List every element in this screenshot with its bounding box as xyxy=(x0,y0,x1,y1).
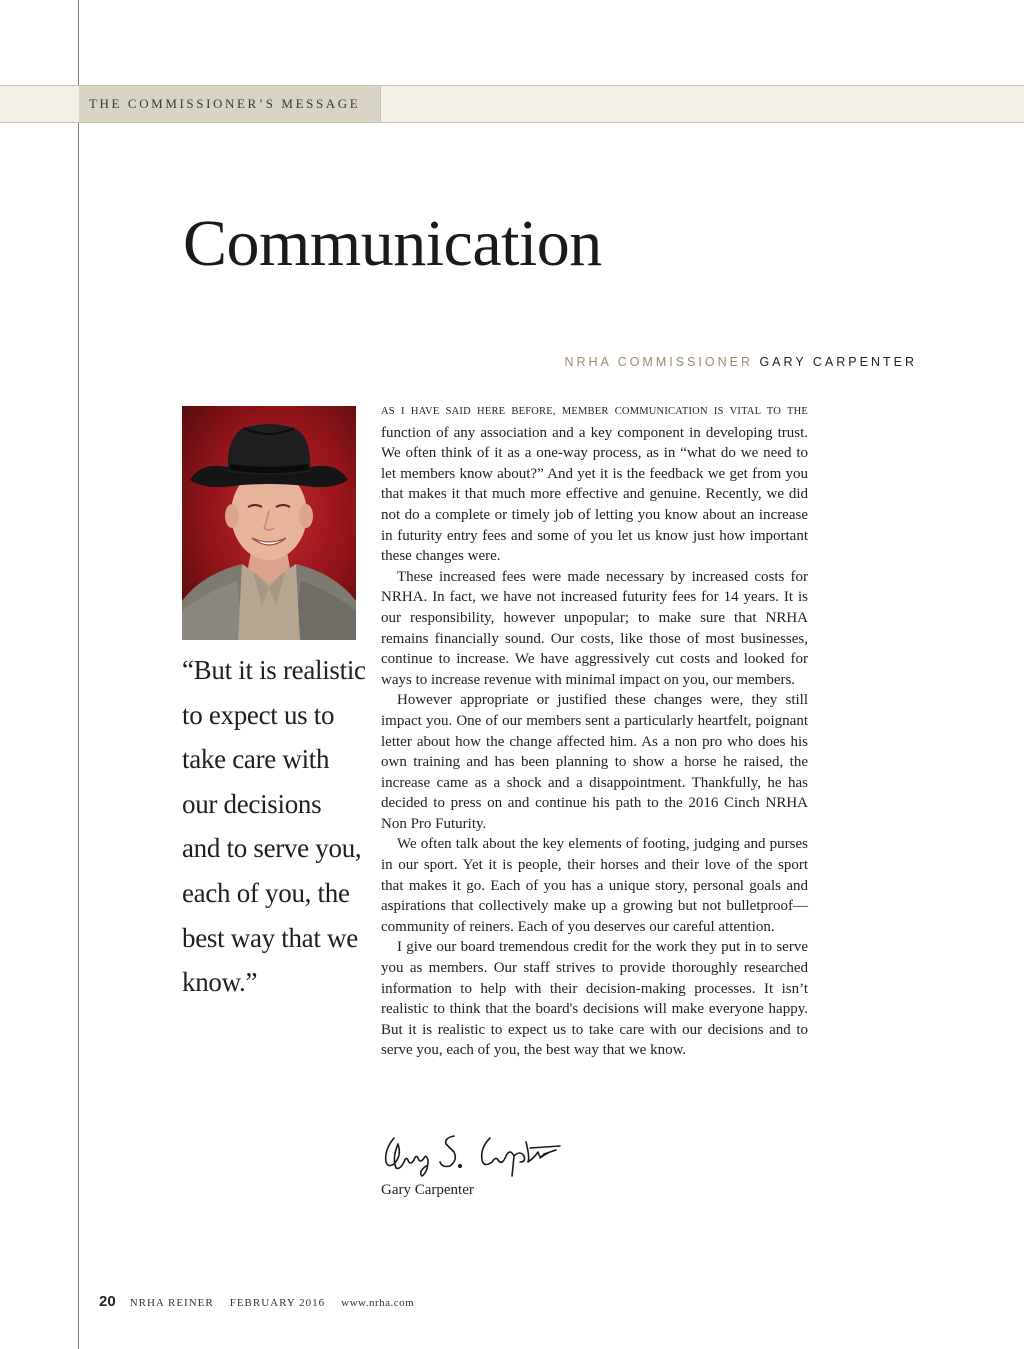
article-paragraph: However appropriate or justified these changes were, they still impact you. One of our members sent a particularly heartfelt, poignant letter about how the change affected him. As a non pro who does his own training and has been planning to show a horse he raised, the increase came as a shock and a disappointment. Thankfully, he has decided to press on and continue his path to the 2016 Cinch NRHA Non Pro Futurity. xyxy=(381,692,808,832)
pull-quote-line: and to serve you, xyxy=(182,833,362,864)
pull-quote-line: to expect us to xyxy=(182,699,335,730)
section-label: THE COMMISSIONER’S MESSAGE xyxy=(89,96,361,111)
author-photo xyxy=(182,406,356,640)
signature-name: Gary Carpenter xyxy=(381,1182,474,1198)
article-body xyxy=(381,400,808,1061)
pull-quote-line: “But it is realistic xyxy=(182,655,366,685)
byline-role: NRHA COMMISSIONER xyxy=(564,355,753,369)
pull-quote-line: each of you, the xyxy=(182,877,350,908)
article-paragraph-text: function of any association and a key component in developing trust. We often think of it as a one-way process, as in “what do we need to let members know about?” And yet it is the feedback we get from you that makes it that much more effective and genuine. Recently, we did not do a complete or timely job of letting you know about an increase in futurity entry fees and some of you let us know just how important these changes were. xyxy=(381,424,808,565)
article-paragraph: We often talk about the key elements of footing, judging and purses in our sport. Yet it is people, their horses and their love of the sport that makes it go. Each of you has a unique story, personal goals and aspirations that collectively make up a growing but not bulletproof—community of reiners. Each of you deserves our careful attention. xyxy=(381,836,808,935)
footer-issue: FEBRUARY 2016 xyxy=(229,1297,326,1309)
byline-author: GARY CARPENTER xyxy=(759,355,917,369)
pull-quote-line: take care with xyxy=(182,744,330,775)
article-paragraph: These increased fees were made necessary by increased costs for NRHA. In fact, we have not increased futurity fees for 14 years. It is our responsibility, however unpopular; to make sure that NRHA remains financially sound. Our costs, like those of most businesses, continue to increase. We have aggressively cut costs and looked for ways to increase revenue with minimal impact on you, our members. xyxy=(381,568,808,688)
section-header-band xyxy=(0,85,1024,123)
article-lead-caps: AS I HAVE SAID HERE BEFORE, MEMBER COMMUNICATION IS VITAL TO THE xyxy=(381,406,808,417)
footer-publication: NRHA REINER xyxy=(129,1297,214,1309)
pull-quote xyxy=(182,648,367,1005)
footer-url: www.nrha.com xyxy=(341,1297,415,1309)
pull-quote-line: know.” xyxy=(182,967,258,998)
page-title: Communication xyxy=(183,207,602,280)
pull-quote-line: best way that we xyxy=(182,922,358,953)
article-paragraph xyxy=(381,400,808,567)
page-number: 20 xyxy=(99,1293,116,1310)
handwritten-signature xyxy=(380,1128,565,1178)
pull-quote-line: our decisions xyxy=(182,788,322,819)
left-margin-rule xyxy=(78,0,79,1349)
article-paragraph: I give our board tremendous credit for the work they put in to serve you as members. Our staff strives to provide thoroughly researched information to help with their decision-making processes. It isn’t realistic to think that the board's decisions will make everyone happy. But it is realistic to expect us to take care with our decisions and to serve you, each of you, the best way that we know. xyxy=(381,939,808,1059)
byline xyxy=(564,355,917,369)
section-header-tab xyxy=(79,86,381,122)
page-footer xyxy=(99,1293,414,1311)
